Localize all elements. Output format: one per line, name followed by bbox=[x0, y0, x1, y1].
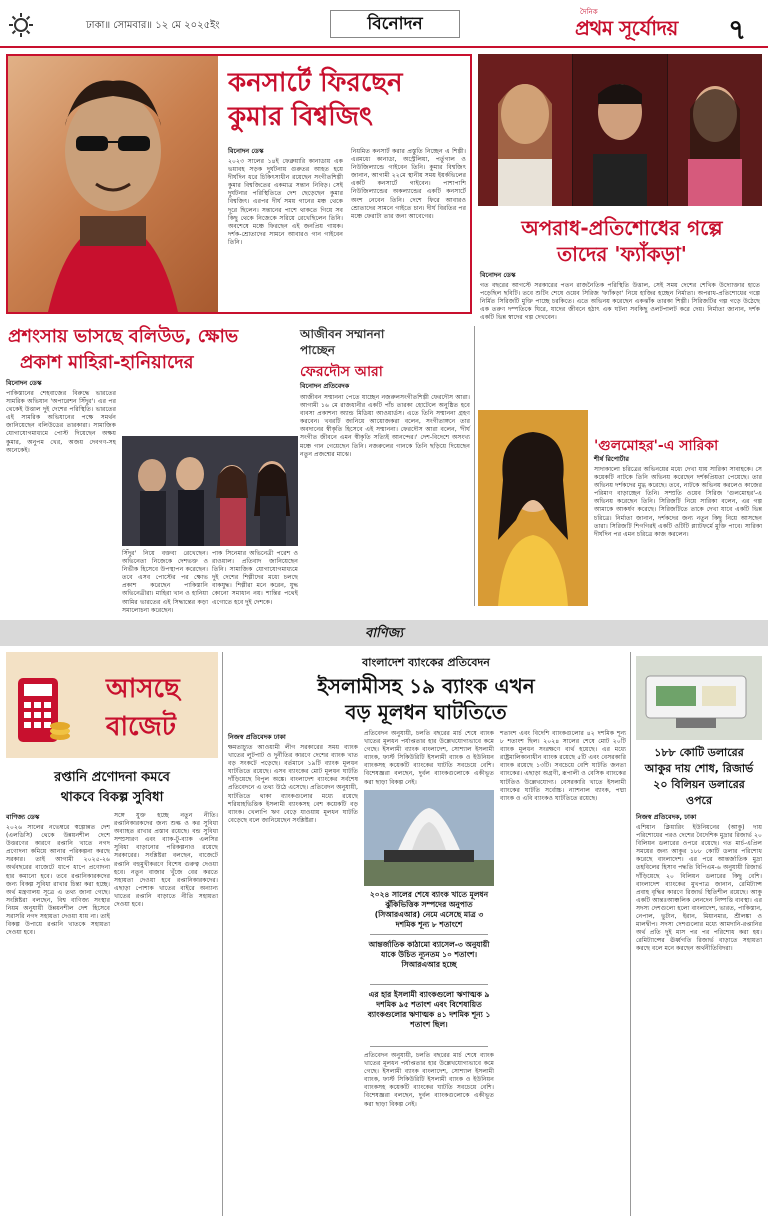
reserve-headline-line4: ওপরে bbox=[685, 794, 713, 807]
budget-headline-line1: রপ্তানি প্রণোদনা কমবে bbox=[54, 770, 170, 785]
bollywood-byline: বিনোদন ডেস্ক bbox=[6, 379, 42, 387]
commerce-banner bbox=[0, 620, 768, 646]
budget-headline-line2: থাকবে বিকল্প সুবিধা bbox=[60, 790, 164, 805]
section-title: বিনোদন bbox=[330, 10, 460, 38]
reserve-divider bbox=[630, 652, 631, 1216]
kumar-body-col2: নিয়মিত কনসার্ট করার প্রস্তুতি নিচ্ছেন এ শিল্পী। এরমধ্যে কানাডা, অস্ট্রেলিয়া, পর্তুগাল ও নিউজিল্যান্ডে গাইবেন তিনি। কুমার বিশ্বজিৎ জানান, আগামী ২২মে স্থানীয় সময় ইয়র্কভিলের একটি কনসার্টে গাইবেন। পাশাপাশি নিউজিল্যান্ডের অকল্যান্ডের একটি কনসার্টে অংশ নেবেন তিনি। দেশে ফিরে আবারও শ্রোতাদের সামনে গাইতে চান। দীর্ঘ বিরতির পর মঞ্চে ফেরাটা তার জন্য আবেগের। bbox=[351, 148, 466, 220]
kumar-headline: কনসার্টে ফিরছেন কুমার বিশ্বজিৎ bbox=[228, 68, 403, 132]
bank-kicker: বাংলাদেশ ব্যাংকের প্রতিবেদন bbox=[362, 656, 490, 669]
budget-title-line2: বাজেট bbox=[106, 712, 176, 742]
calculator-icon bbox=[14, 676, 72, 746]
bank-body-col3: শতাংশ এবং বিদেশি ব্যাংকগুলোর ৪২ দশমিক শূন্য ৮ শতাংশ ছিল। ২০২৪ সালের শেষে মোট ২০টি ব্যাংক মূলধন সংরক্ষণে ব্যর্থ হয়েছে। এর মধ্যে রাষ্ট্রমালিকানাধীন ব্যাংক রয়েছে ৫টি এবং বেসরকারি ব্যাংক রয়েছে ১৩টি। সবচেয়ে বেশি ঘাটতি জনতা ব্যাংকের। এছাড়া অগ্রণী, রূপালী ও বেসিক ব্যাংকের ঘাটতিও উল্লেখযোগ্য। বেসরকারি খাতে ইসলামী ব্যাংকের ঘাটতি সর্বোচ্চ। ন্যাশনাল ব্যাংক, পদ্মা ব্যাংক ও এবি ব্যাংকও ঘাটতিতে রয়েছে। bbox=[500, 730, 626, 802]
bank-pull-quote-2: এর হার ইসলামী ব্যাংকগুলো ঋণাত্মক ৯ দশমিক ৯৫ শতাংশ এবং বিশেষায়িত ব্যাংকগুলোর ঋণাত্মক ৪১ দশমিক শূন্য ১ শতাংশ ছিল। bbox=[367, 990, 491, 1029]
crime-body: গত বছরের আগস্টে সরকারের পতন রাজনৈতিক পরিস্থিতি উত্তাল, সেই সময় দেশের শেখিক উদ্যোক্তার হাতে পড়েছিল ছবিটি। তবে শুটিং শেষে ওয়েব সিরিজ 'ফ্যাঁকড়া' নিয়ে হাজির হচ্ছেন নির্মাতা। অপরাধ-প্রতিশোধের গল্পে নির্মিত সিরিজটি মুক্তি পাচ্ছে চরকিতে। এতে অভিনয় করেছেন একঝাঁক তারকা শিল্পী। সিরিজটির গল্প গড়ে উঠেছে এক তরুণ দম্পতিকে ঘিরে, যাদের জীবনে হঠাৎ এক ঘটনা সবকিছু ওলটপালট করে দেয়। নির্মাতা জানান, দর্শক একটি ভিন্ন স্বাদের গল্প দেখবেন। bbox=[480, 282, 760, 322]
sarika-body: সাদাকালো চরিত্রের অভিনয়ের মধ্যে দেখা যায় সারিকা সাবাহকে। সে কয়েকটি নাটকে তিনি অভিনয় করেছেন দর্শকপ্রিয়তা পেয়েছে। তার অভিনয় দর্শকদের মুগ্ধ করেছে। তবে, নাটকে অভিনয় করলেও কাজের পরিমাণ বাড়াচ্ছেন তিনি। সম্প্রতি ওয়েব সিরিজ 'গুলমোহর'-এ অভিনয় করেছেন তিনি। সিরিজটি নিয়ে সারিকা বলেন, এর গল্প আমাকে আকর্ষণ করেছে। সিরিজটিতে তাকে দেখা যাবে একটি ভিন্ন চরিত্রে। নির্মাতা জানান, দর্শকদের জন্য নতুন কিছু নিয়ে আসছেন তারা। সিরিজটি শিগগিরই একটি ওটিটি প্ল্যাটফর্মে মুক্তি পাবে। সারিকা দীর্ঘদিন পর এমন চরিত্রে কাজ করলেন। bbox=[594, 466, 762, 538]
kumar-byline: বিনোদন ডেস্ক bbox=[228, 147, 264, 155]
kumar-article bbox=[6, 54, 472, 314]
reserve-headline-line2: আকুর দায় শোধ, রিজার্ভ bbox=[644, 762, 754, 775]
reserve-headline-line3: ২০ বিলিয়ন ডলারের bbox=[653, 778, 745, 791]
bank-headline-line2: বড় মূলধন ঘাটতিতে bbox=[345, 700, 507, 724]
budget-title-line1: আসছে bbox=[106, 674, 180, 704]
column-divider bbox=[474, 326, 475, 606]
bollywood-headline-line2: প্রকাশ মাহিরা-হানিয়াদের bbox=[20, 352, 194, 373]
kumar-photo bbox=[8, 56, 218, 312]
budget-body-col1: ২০২৬ সালের নভেম্বরে স্বল্পোন্নত দেশ (এলডিসি) থেকে উন্নয়নশীল দেশে উত্তরণের কারণে রপ্তানি খাতে নগদ প্রণোদনা কমিয়ে আনার পরিকল্পনা করছে সরকার। তাই আগামী ২০২৫-২৬ অর্থবছরের বাজেটে ধাপে ধাপে প্রণোদনা হার কমানো হবে। তবে রপ্তানিকারকদের জন্য বিকল্প সুবিধা রাখার চিন্তা করা হচ্ছে। অর্থ মন্ত্রণালয় সূত্রে এ তথ্য জানা গেছে। সংশ্লিষ্টরা বলছেন, বিশ্ব বাণিজ্য সংস্থার নিয়ম অনুযায়ী উন্নয়নশীল দেশ হিসেবে সরাসরি নগদ সহায়তা দেওয়া যায় না। তাই বিকল্প উপায়ে রপ্তানি খাতকে সহায়তা দেওয়া হবে। bbox=[6, 824, 110, 937]
bollywood-body-col2: সিঁদুর' নিয়ে বক্তব্য রেখেছেন। অভিনেতা নিজেকে দেশভক্ত ও নির্ভীক হিসেবে উপস্থাপন করেছেন। তবে এসব পোস্টের পর ক্ষোভ প্রকাশ করেছেন পাকিস্তানি অভিনেত্রীরা। মাহিরা খান ও হানিয়া আমির ভারতের এই সিদ্ধান্তের কড়া সমালোচনা করেছেন। bbox=[122, 550, 208, 614]
sarika-headline: 'গুলমোহর'-এ সারিকা bbox=[594, 438, 719, 454]
masthead bbox=[0, 0, 768, 50]
ferdous-article bbox=[300, 326, 472, 608]
reserve-headline-line1: ১৮৮ কোটি ডলারের bbox=[654, 746, 744, 759]
reserve-body: এশিয়ান ক্লিয়ারিং ইউনিয়নের (আকু) দায় পরিশোধের পরও দেশের বৈদেশিক মুদ্রার রিজার্ভ ২০ বিলিয়ন ডলারের ওপরে রয়েছে। গত মার্চ-এপ্রিল সময়ের জন্য আকুর ১৮৮ কোটি ডলার পরিশোধ করেছে বাংলাদেশ। এর পরে আন্তর্জাতিক মুদ্রা তহবিলের হিসাব পদ্ধতি বিপিএম-৬ অনুযায়ী রিজার্ভ দাঁড়িয়েছে ২০ বিলিয়ন ডলারের কিছু বেশি। বাংলাদেশ ব্যাংকের মুখপাত্র জানান, রেমিট্যান্স প্রবাহ বৃদ্ধির কারণে রিজার্ভ স্থিতিশীল রয়েছে। আকু একটি আন্তঃআঞ্চলিক লেনদেন নিষ্পত্তি ব্যবস্থা। এর সদস্য দেশগুলো হলো বাংলাদেশ, ভারত, পাকিস্তান, নেপাল, ভুটান, ইরান, মিয়ানমার, শ্রীলঙ্কা ও মালদ্বীপ। সদস্য দেশগুলোর মধ্যে আমদানি-রপ্তানির অর্থ প্রতি দুই মাস পর পর পরিশোধ করা হয়। রেমিট্যান্সের ঊর্ধ্বগতি রিজার্ভ বাড়াতে সহায়তা করছে বলে মনে করছেন অর্থনীতিবিদরা। bbox=[636, 824, 762, 953]
ferdous-kicker-line1: আজীবন সম্মাননা bbox=[300, 327, 385, 341]
masthead-rule bbox=[0, 46, 768, 48]
crime-photo bbox=[478, 54, 762, 206]
date-line: ঢাকা॥ সোমবার॥ ১২ মে ২০২৫ইং bbox=[86, 20, 220, 31]
bank-byline: নিজস্ব প্রতিবেদক ঢাকা bbox=[228, 733, 286, 741]
ferdous-body: আজীবন সম্মাননা পেতে যাচ্ছেন নজরুলসংগীতশিল্পী ফেরদৌস আরা। আগামী ১৬ মে রাজধানীর একটি পাঁচ তারকা হোটেলে অনুষ্ঠিত হবে ব্যবসা প্রকাশনা অ্যান্ড মিডিয়া আওয়ার্ডস। এতে তিনি সম্মাননা গ্রহণ করবেন। খবরটি জানিয়ে আয়োজকরা বলেন, সংগীতাঙ্গনে তার অবদানের স্বীকৃতি হিসেবে এই সম্মাননা। ফেরদৌস আরা বলেন, 'দীর্ঘ সংগীত জীবনে এমন স্বীকৃতি সত্যিই আনন্দের।' দেশ-বিদেশে অসংখ্য মঞ্চে গান গেয়েছেন তিনি। নজরুলের গানকে তিনি ছড়িয়ে দিয়েছেন নতুন প্রজন্মের মাঝে। bbox=[300, 394, 470, 458]
quote-divider-3 bbox=[370, 1046, 488, 1047]
kumar-body-col1: ২০২৩ সালের ১৪ই ফেব্রুয়ারি কানাডায় এক ভয়াবহ সড়ক দুর্ঘটনায় গুরুতর আহত হয়ে দীর্ঘদিন ধরে চিকিৎসাধীন রয়েছেন সংগীতশিল্পী কুমার বিশ্বজিতের একমাত্র সন্তান নিবিড়। সেই দুর্ঘটনার পরিস্থিতিতে দেশ ছেড়েছেন কুমার বিশ্বজিৎ। এরপর দীর্ঘ সময় গানের মঞ্চ থেকে দূরে ছিলেন। সন্তানের পাশে থাকতে গিয়ে সব কিছু থেকে নিজেকে সরিয়ে রেখেছিলেন তিনি। অবশেষে মঞ্চে ফিরছেন এই জনপ্রিয় গায়ক। দর্শক-শ্রোতাদের সামনে আবারও গান গাইবেন তিনি। bbox=[228, 158, 343, 246]
sarika-byline: শীর্ষ রিপোর্টার bbox=[594, 455, 629, 463]
bollywood-photo bbox=[122, 436, 298, 546]
commerce-title: বাণিজ্য bbox=[365, 626, 403, 641]
bollywood-headline-line1: প্রশংসায় ভাসছে বলিউড, ক্ষোভ bbox=[8, 326, 239, 347]
brand-small: দৈনিক bbox=[580, 8, 598, 16]
bank-body-col2-bottom: প্রতিবেদন অনুযায়ী, চলতি বছরের মার্চ শেষে ব্যাংক খাতের মূলধন পর্যাপ্ততার হার উল্লেখযোগ্যভাবে কমে গেছে। ইসলামী ব্যাংক বাংলাদেশ, সোশ্যাল ইসলামী ব্যাংক, ফার্স্ট সিকিউরিটি ইসলামী ব্যাংক ও ইউনিয়ন ব্যাংকসহ কয়েকটি ব্যাংকের ঘাটতি সবচেয়ে বেশি। বিশেষজ্ঞরা বলছেন, দুর্বল ব্যাংকগুলোকে একীভূত করা ছাড়া বিকল্প নেই। bbox=[364, 1052, 494, 1108]
budget-byline: বাণিজ্য ডেস্ক bbox=[6, 813, 40, 821]
brand-logo: প্রথম সূর্যোদয় bbox=[575, 16, 678, 40]
ferdous-byline: বিনোদন প্রতিবেদক bbox=[300, 382, 350, 390]
crime-headline-line1: অপরাধ-প্রতিশোধের গল্পে bbox=[521, 216, 723, 240]
crime-byline: বিনোদন ডেস্ক bbox=[480, 271, 516, 279]
bank-pull-quote: আন্তর্জাতিক কাঠামো ব্যাসেল-৩ অনুযায়ী যাকে উচিত ন্যূনতম ১০ শতাংশ। সিআরএআর হচ্ছে bbox=[368, 940, 490, 969]
budget-body-col2: সঙ্গে যুক্ত হচ্ছে নতুন নীতি। রপ্তানিকারকদের জন্য শুল্ক ও কর সুবিধা অব্যাহত রাখার প্রস্তাব রয়েছে। বন্ড সুবিধা সম্প্রসারণ এবং ব্যাক-টু-ব্যাক এলসির সুবিধা বাড়ানোর পরিকল্পনাও রয়েছে সরকারের। সংশ্লিষ্টরা বলছেন, বাজেটে রপ্তানি বহুমুখীকরণে বিশেষ গুরুত্ব দেওয়া হবে। নতুন বাজার খুঁজে বের করতে সহায়তা দেওয়া হবে রপ্তানিকারকদের। এছাড়া পোশাক খাতের বাইরে অন্যান্য খাতের রপ্তানি বাড়াতে নীতি সহায়তা দেওয়া হবে। bbox=[114, 812, 218, 909]
budget-box bbox=[6, 652, 218, 758]
ferdous-headline: ফেরদৌস আরা bbox=[300, 364, 383, 380]
bollywood-article bbox=[6, 372, 298, 614]
bank-body-col1: ক্ষমতাচ্যুত আওয়ামী লীগ সরকারের সময় ব্যাংক খাতের লুটপাট ও দুর্নীতির কারণে দেশের ব্যাংক খাত বড় সংকটে পড়েছে। বর্তমানে ১৯টি ব্যাংক মূলধন ঘাটতিতে রয়েছে। এসব ব্যাংকের মোট মূলধন ঘাটতি দাঁড়িয়েছে বিপুল অঙ্কে। বাংলাদেশ ব্যাংকের সর্বশেষ প্রতিবেদনে এ তথ্য উঠে এসেছে। প্রতিবেদন অনুযায়ী, ঘাটতিতে থাকা ব্যাংকগুলোর মধ্যে রয়েছে শরিয়াহভিত্তিক ইসলামী ব্যাংকসহ বেশ কয়েকটি বড় ব্যাংক। খেলাপি ঋণ বেড়ে যাওয়ায় মূলধন ঘাটতি বেড়েছে বলে জানিয়েছেন সংশ্লিষ্টরা। bbox=[228, 744, 358, 824]
sun-logo-icon bbox=[8, 12, 34, 38]
quote-divider-1 bbox=[370, 934, 488, 935]
crime-article bbox=[478, 54, 762, 322]
bank-photo-caption: ২০২৪ সালের শেষে ব্যাংক খাতে মূলধন ঝুঁকিভিত্তিক সম্পদের অনুপাত (সিআরএআর) নেমে এসেছে মাত্র ৩ দশমিক শূন্য ৮ শতাংশে bbox=[369, 890, 489, 929]
bollywood-body-col3: পাক সিনেমার অভিনেত্রী পরেশ ও রাওয়াল। প্রতিবাদ জানিয়েছেন তিনি। সামাজিক যোগাযোগমাধ্যমে দুই দেশের শিল্পীদের মধ্যে চলছে বাকযুদ্ধ। শিল্পীরা মনে করেন, যুদ্ধ কোনো সমাধান নয়। শান্তির পথেই এগোতে হবে দুই দেশকে। bbox=[212, 550, 298, 606]
quote-divider-2 bbox=[370, 984, 488, 985]
page-number: ৭ bbox=[728, 13, 747, 46]
reserve-photo bbox=[636, 656, 762, 740]
reserve-byline: নিজস্ব প্রতিবেদক, ঢাকা bbox=[636, 813, 697, 821]
bank-photo bbox=[364, 790, 494, 886]
crime-headline-line2: তাদের 'ফ্যাঁকড়া' bbox=[557, 242, 687, 266]
bank-headline-line1: ইসলামীসহ ১৯ ব্যাংক এখন bbox=[317, 674, 535, 698]
ferdous-kicker-line2: পাচ্ছেন bbox=[300, 343, 335, 357]
bank-body-col2-top: প্রতিবেদন অনুযায়ী, চলতি বছরের মার্চ শেষে ব্যাংক খাতের মূলধন পর্যাপ্ততার হার উল্লেখযোগ্যভাবে কমে গেছে। ইসলামী ব্যাংক বাংলাদেশ, সোশ্যাল ইসলামী ব্যাংক, ফার্স্ট সিকিউরিটি ইসলামী ব্যাংক ও ইউনিয়ন ব্যাংকসহ কয়েকটি ব্যাংকের ঘাটতি সবচেয়ে বেশি। বিশেষজ্ঞরা বলছেন, দুর্বল ব্যাংকগুলোকে একীভূত করা ছাড়া বিকল্প নেই। bbox=[364, 730, 494, 786]
bollywood-body-col1: পাকিস্তানের শেহবাজের বিরুদ্ধে ভারতের সামরিক অভিযান 'অপারেশন সিঁদুর'। এর পর থেকেই উত্তাল দুই দেশের পরিস্থিতি। ভারতের এই সামরিক অভিযানের পক্ষে সমর্থন জানিয়েছেন বলিউডের তারকারা। সামাজিক যোগাযোগমাধ্যমে পোস্ট দিয়েছেন অক্ষয় কুমার, অনুপম খের, অজয় দেবগণ-সহ অনেকেই। bbox=[6, 390, 116, 454]
sarika-article bbox=[478, 410, 762, 610]
budget-divider bbox=[222, 652, 223, 1216]
sarika-photo bbox=[478, 410, 588, 606]
